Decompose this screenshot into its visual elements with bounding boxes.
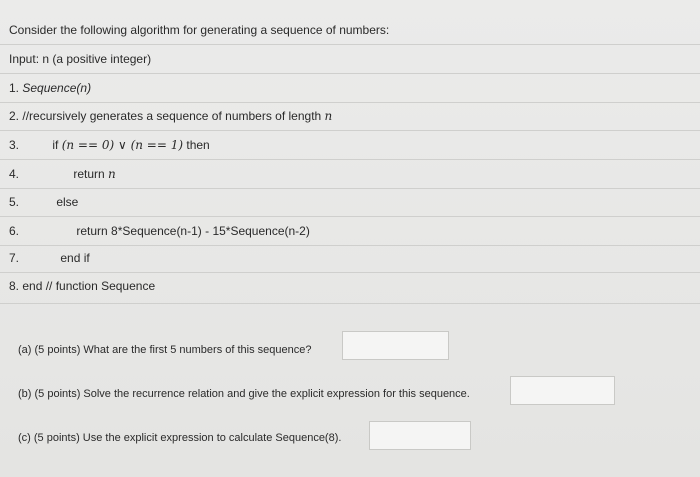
step-text: Sequence(n) xyxy=(22,81,92,95)
divider xyxy=(0,102,700,103)
divider xyxy=(0,159,700,160)
step-1 xyxy=(9,80,700,96)
step-keyword-then: then xyxy=(186,138,210,152)
divider xyxy=(0,130,700,131)
step-number: 4. xyxy=(9,167,20,181)
step-number: 6. xyxy=(9,224,20,238)
step-math: n xyxy=(108,167,116,181)
step-number: 7. xyxy=(9,251,20,265)
step-6 xyxy=(9,223,700,239)
step-number: 8. xyxy=(9,279,20,293)
intro-text: Consider the following algorithm for generating a sequence of numbers: xyxy=(9,23,390,37)
question-a-label: (a) (5 points) What are the first 5 numbers of this sequence? xyxy=(18,344,312,356)
input-line: Input: n (a positive integer) xyxy=(9,52,152,66)
step-number: 1. xyxy=(9,81,20,95)
step-7 xyxy=(9,250,700,266)
step-math: n xyxy=(324,109,333,123)
answer-box-a[interactable] xyxy=(342,331,449,360)
divider xyxy=(0,44,700,45)
step-2 xyxy=(9,108,700,124)
question-c-label: (c) (5 points) Use the explicit expression to calculate Sequence(8). xyxy=(18,432,342,444)
divider xyxy=(0,245,700,246)
step-keyword: if xyxy=(52,138,59,152)
step-8 xyxy=(9,278,700,294)
divider xyxy=(0,188,700,189)
step-number: 5. xyxy=(9,195,20,209)
step-expression: 8*Sequence(n-1) - 15*Sequence(n-2) xyxy=(111,224,310,238)
step-number: 3. xyxy=(9,138,20,152)
answer-box-c[interactable] xyxy=(369,421,471,450)
divider xyxy=(0,216,700,217)
step-keyword: end if xyxy=(60,251,90,265)
divider xyxy=(0,303,700,304)
step-keyword: return xyxy=(73,167,105,181)
step-number: 2. xyxy=(9,109,20,123)
step-keyword: else xyxy=(56,195,79,209)
step-4 xyxy=(9,166,700,182)
step-text: //recursively generates a sequence of numbers of length xyxy=(22,109,322,123)
divider xyxy=(0,272,700,273)
step-3 xyxy=(9,137,700,153)
step-5 xyxy=(9,194,700,210)
question-b-label: (b) (5 points) Solve the recurrence relation and give the explicit expression for this sequence. xyxy=(18,388,470,400)
step-condition: (n == 0) ∨ (n == 1) xyxy=(61,138,184,152)
step-text: end // function Sequence xyxy=(22,279,156,293)
step-keyword: return xyxy=(76,224,108,238)
answer-box-b[interactable] xyxy=(510,376,615,405)
divider xyxy=(0,73,700,74)
